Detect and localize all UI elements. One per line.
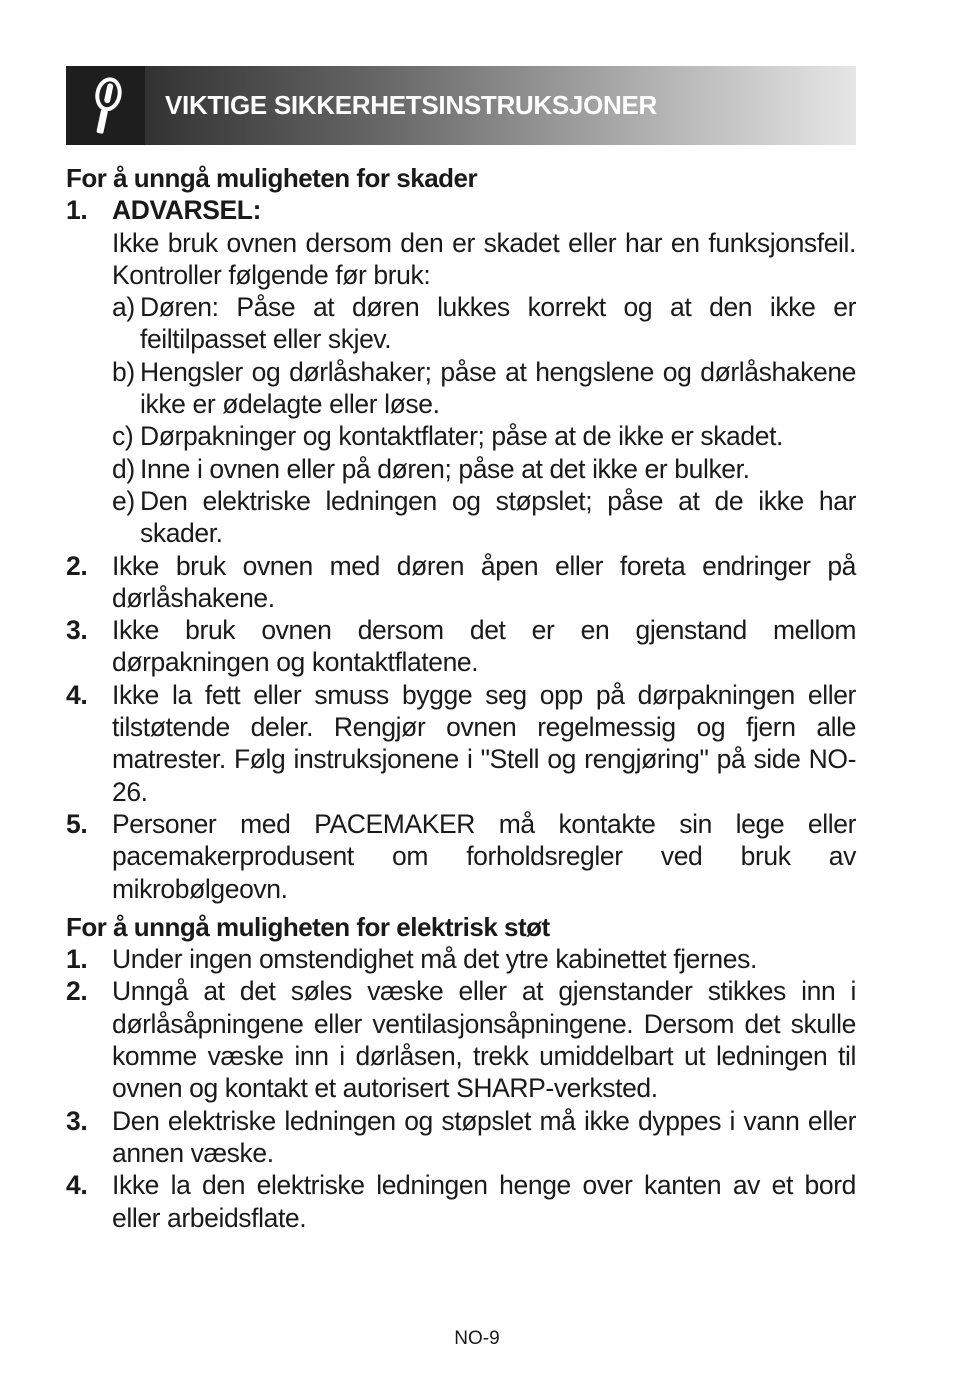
list-item-text: Ikke bruk ovnen med døren åpen eller foreta endringer på dørlåshakene. [112,550,856,613]
sub-list-item [112,291,856,356]
list-item-text: Unngå at det søles væske eller at gjenstander stikkes inn i dørlåsåpningene eller ventilasjonsåpningene. Dersom det skulle komme væske inn i dørlåsen, trekk umiddelbart ut ledningen til ovnen og kontakt et autorisert SHARP-verksted. [112,976,856,1104]
list-item [66,194,856,549]
list-number: 4. [66,1170,88,1201]
list-number: 3. [66,615,88,646]
sub-list-label: e) [112,485,135,516]
list-number: 4. [66,679,88,710]
section-spacer [66,905,856,909]
list-item [66,614,856,679]
list-number: 5. [66,808,88,839]
list-item-text: Personer med PACEMAKER må kontakte sin lege eller pacemakerprodusent om forholdsregler ved bruk av mikrobølgeovn. [112,808,856,904]
sub-list-text: Hengsler og dørlåshaker; påse at hengslene og dørlåshakene ikke er ødelagte eller løse. [140,356,856,420]
page-number: NO-9 [454,1328,500,1349]
list-number: 1. [66,195,88,226]
sub-list-item [112,453,856,485]
list-item [66,550,856,615]
sub-list-label: c) [112,421,134,452]
section-heading-electric-shock: For å unngå muligheten for elektrisk støt [66,911,550,942]
sub-list-text: Dørpakninger og kontaktflater; påse at de ikke er skadet. [140,421,783,452]
list-item [66,679,856,808]
sub-list-item [112,420,856,452]
sub-list-label: d) [112,453,135,484]
list-item-text: Ikke la den elektriske ledningen henge over kanten av et bord eller arbeidsflate. [112,1170,856,1233]
list-item [66,975,856,1104]
list-item-text: Den elektriske ledningen og støpslet må ikke dyppes i vann eller annen væske. [112,1105,856,1168]
sub-list-label: b) [112,356,135,387]
page-title: VIKTIGE SIKKERHETSINSTRUKSJONER [165,90,657,120]
list-number: 2. [66,976,88,1007]
list-item-body [112,194,856,549]
exclamation-icon [66,66,145,145]
list-item-text: Ikke bruk ovnen dersom den er skadet eller har en funksjonsfeil. Kontroller følgende før bruk: [112,227,856,290]
sub-list-text: Den elektriske ledningen og støpslet; påse at de ikke har skader. [140,485,856,549]
list-item [66,943,856,975]
header-bar [145,66,856,145]
list-item [66,808,856,905]
list-item-text: Ikke bruk ovnen dersom det er en gjenstand mellom dørpakningen og kontaktflatene. [112,615,856,678]
list-item-text: Under ingen omstendighet må det ytre kabinettet fjernes. [112,944,757,975]
sub-list-item [112,356,856,421]
list-number: 3. [66,1105,88,1136]
list-number: 1. [66,944,88,975]
list-number: 2. [66,550,88,581]
list-item [66,1169,856,1234]
sub-list-text: Inne i ovnen eller på døren; påse at det ikke er bulker. [140,453,750,484]
section-heading-injury: For å unngå muligheten for skader [66,163,478,193]
sub-list-label: a) [112,292,135,323]
list-item [66,1105,856,1170]
list-item-text: Ikke la fett eller smuss bygge seg opp på dørpakningen eller tilstøtende deler. Rengjør ovnen regelmessig og fjern alle matrester. Følg instruksjonene i "Stell og rengjøring" på side NO-26. [112,679,856,807]
sub-list-item [112,485,856,550]
warning-label: ADVARSEL: [112,195,262,226]
section-header-banner [66,66,856,145]
document-body [66,160,856,1234]
sub-list-text: Døren: Påse at døren lukkes korrekt og at den ikke er feiltilpasset eller skjev. [140,292,856,355]
